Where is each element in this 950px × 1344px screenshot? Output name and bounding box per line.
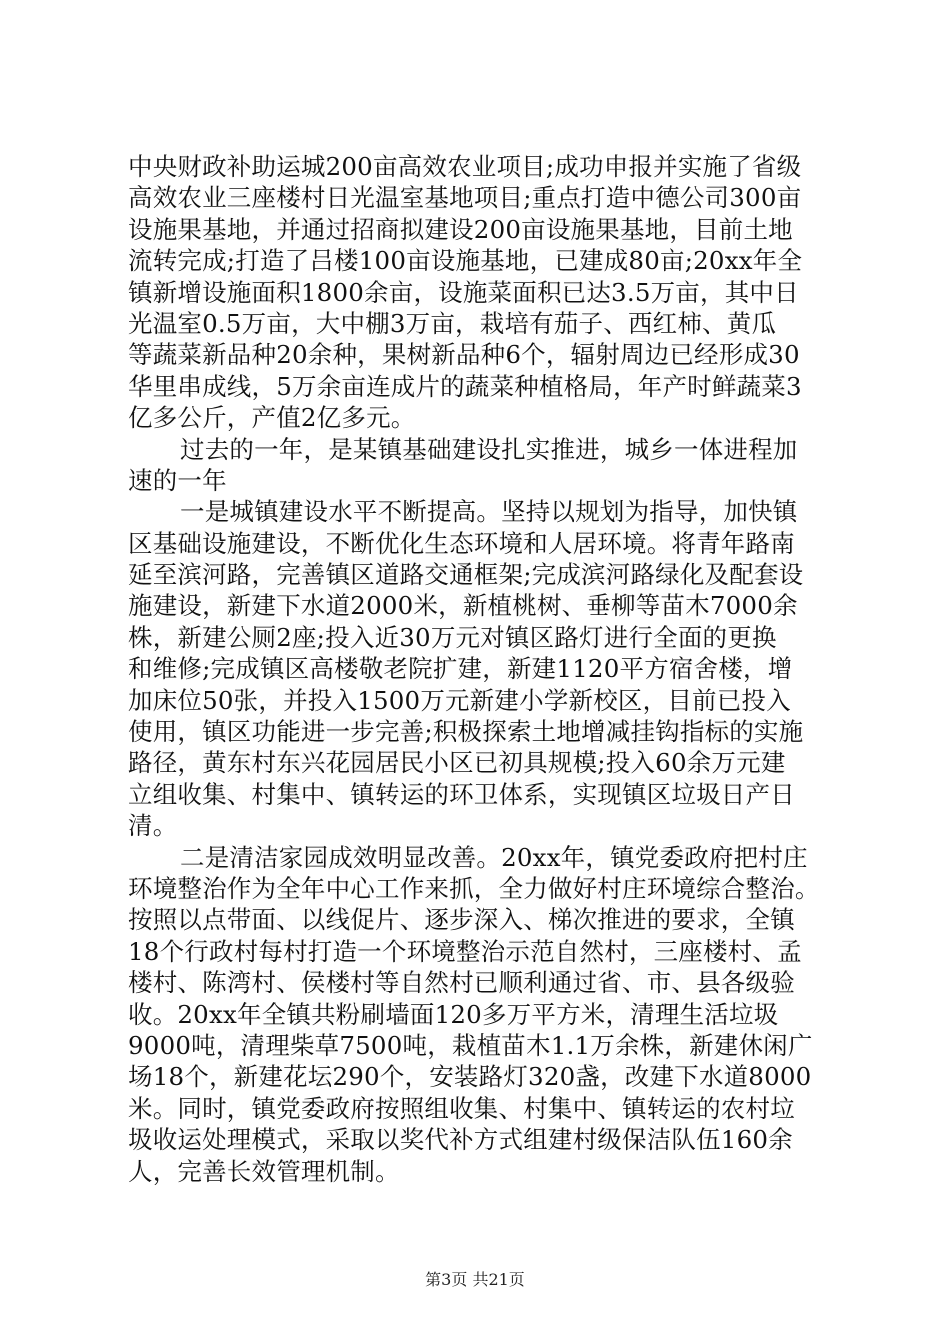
text-line: 按照以点带面、以线促片、逐步深入、梯次推进的要求，全镇 bbox=[128, 905, 795, 935]
text-line: 速的一年 bbox=[128, 465, 227, 495]
text-line: 亿多公斤，产值2亿多元。 bbox=[128, 403, 416, 433]
text-line: 米。同时，镇党委政府按照组收集、村集中、镇转运的农村垃 bbox=[128, 1093, 795, 1123]
text-line: 和维修;完成镇区高楼敬老院扩建，新建1120平方宿舍楼，增 bbox=[128, 654, 793, 684]
text-line: 区基础设施建设，不断优化生态环境和人居环境。将青年路南 bbox=[128, 528, 795, 558]
text-line: 延至滨河路，完善镇区道路交通框架;完成滨河路绿化及配套设 bbox=[128, 560, 804, 590]
text-line: 收。20xx年全镇共粉刷墙面120多万平方米，清理生活垃圾 bbox=[128, 999, 779, 1029]
paragraph-first-line: 一是城镇建设水平不断提高。坚持以规划为指导，加快镇 bbox=[180, 497, 798, 527]
body-text bbox=[128, 151, 830, 1187]
text-line: 环境整治作为全年中心工作来抓，全力做好村庄环境综合整治。 bbox=[128, 873, 820, 903]
text-line: 光温室0.5万亩，大中棚3万亩，栽培有茄子、西红柿、黄瓜 bbox=[128, 308, 777, 338]
page-footer: 第3页 共21页 bbox=[425, 1270, 525, 1289]
text-line: 路径，黄东村东兴花园居民小区已初具规模;投入60余万元建 bbox=[128, 748, 786, 778]
text-line: 高效农业三座楼村日光温室基地项目;重点打造中德公司300亩 bbox=[128, 183, 802, 213]
paragraph-first-line: 二是清洁家园成效明显改善。20xx年，镇党委政府把村庄 bbox=[180, 842, 808, 872]
text-line: 立组收集、村集中、镇转运的环卫体系，实现镇区垃圾日产日 bbox=[128, 779, 795, 809]
text-line: 镇新增设施面积1800余亩，设施菜面积已达3.5万亩，其中日 bbox=[128, 277, 799, 307]
text-line: 加床位50张，并投入1500万元新建小学新校区，目前已投入 bbox=[128, 685, 791, 715]
text-line: 9000吨，清理柴草7500吨，栽植苗木1.1万余株，新建休闲广 bbox=[128, 1030, 813, 1060]
text-line: 人，完善长效管理机制。 bbox=[128, 1156, 400, 1186]
text-line: 中央财政补助运城200亩高效农业项目;成功申报并实施了省级 bbox=[128, 152, 802, 181]
text-line: 株，新建公厕2座;投入近30万元对镇区路灯进行全面的更换 bbox=[128, 622, 777, 652]
paragraph-first-line: 过去的一年，是某镇基础建设扎实推进，城乡一体进程加 bbox=[180, 434, 798, 464]
text-line: 楼村、陈湾村、侯楼村等自然村已顺利通过省、市、县各级验 bbox=[128, 968, 795, 998]
text-line: 圾收运处理模式，采取以奖代补方式组建村级保洁队伍160余 bbox=[128, 1125, 793, 1155]
text-line: 场18个，新建花坛290个，安装路灯320盏，改建下水道8000 bbox=[128, 1062, 812, 1092]
text-line: 流转完成;打造了吕楼100亩设施基地，已建成80亩;20xx年全 bbox=[128, 246, 803, 276]
text-line: 华里串成线，5万余亩连成片的蔬菜种植格局，年产时鲜蔬菜3 bbox=[128, 371, 802, 401]
text-line: 等蔬菜新品种20余种，果树新品种6个，辐射周边已经形成30 bbox=[128, 340, 800, 370]
text-line: 设施果基地，并通过招商拟建设200亩设施果基地，目前土地 bbox=[128, 214, 793, 244]
text-line: 施建设，新建下水道2000米，新植桃树、垂柳等苗木7000余 bbox=[128, 591, 798, 621]
text-line: 清。 bbox=[128, 811, 178, 841]
text-line: 18个行政村每村打造一个环境整治示范自然村，三座楼村、孟 bbox=[128, 936, 802, 966]
text-line: 使用，镇区功能进一步完善;积极探索土地增减挂钩指标的实施 bbox=[128, 717, 804, 747]
